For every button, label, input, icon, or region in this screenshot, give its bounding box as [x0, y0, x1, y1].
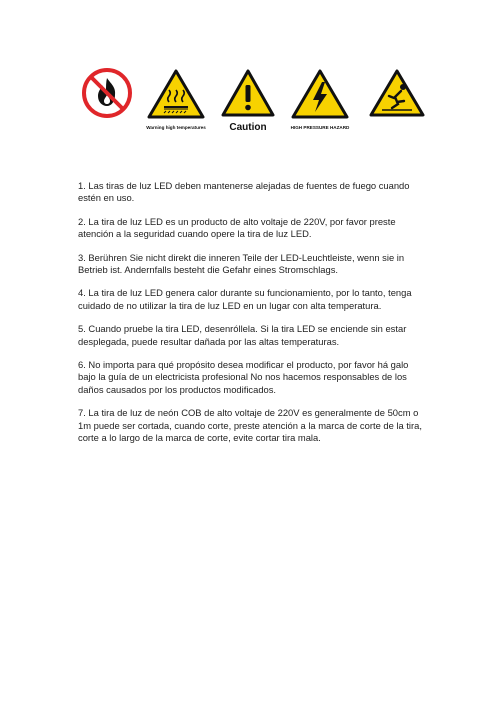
lightning-bolt-icon [290, 68, 350, 120]
caution-sign [220, 68, 276, 133]
safety-instructions [78, 180, 428, 456]
instruction-paragraph: 4. La tira de luz LED genera calor durante su funcionamiento, por lo tanto, tenga cuidado de no utilizar la tira de luz LED en un lugar con alta temperatura. [78, 287, 412, 311]
instruction-paragraph: 3. Berühren Sie nicht direkt die inneren Teile der LED-Leuchtleiste, wenn sie in Betrieb ist. Andernfalls besteht die Gefahr eines Stromschlags. [78, 251, 405, 276]
sign-label: HIGH PRESSURE HAZARD [290, 125, 350, 130]
hot-surface-icon [146, 68, 206, 120]
instruction-paragraph: 1. Las tiras de luz LED deben mantenerse alejadas de fuentes de fuego cuando estén en uso. [78, 180, 410, 204]
slippery-fall-icon [368, 68, 426, 118]
sign-label: Warning high temperatures [146, 125, 206, 130]
exclamation-icon [220, 68, 276, 118]
electric-shock-sign [290, 68, 350, 130]
instruction-paragraph: 2. La tira de luz LED es un producto de alto voltaje de 220V, por favor preste atención a la seguridad cuando opere la tira de luz LED. [78, 215, 396, 240]
instruction-paragraph: 7. La tira de luz de neón COB de alto voltaje de 220V es generalmente de 50cm o 1m puede ser cortada, cuando corte, preste atención a la marca de corte de la tira, corte a lo largo de la marca de corte, evite cortar tira mala. [78, 407, 422, 444]
no-fire-sign [82, 68, 132, 118]
hot-surface-sign [146, 68, 206, 130]
instruction-paragraph: 5. Cuando pruebe la tira LED, desenróllela. Si la tira LED se enciende sin estar desplegada, puede resultar dañada por las altas temperaturas. [78, 323, 407, 347]
slippery-fall-sign [368, 68, 426, 118]
warning-signs-row [78, 68, 428, 138]
no-fire-icon [82, 68, 132, 118]
instruction-paragraph: 6. No importa para qué propósito desea modificar el producto, por favor há galo bajo la guía de un electricista profesional No nos hacemos responsables de los daños causados por los productos modificados. [78, 359, 409, 395]
sign-label: Caution [229, 122, 267, 133]
